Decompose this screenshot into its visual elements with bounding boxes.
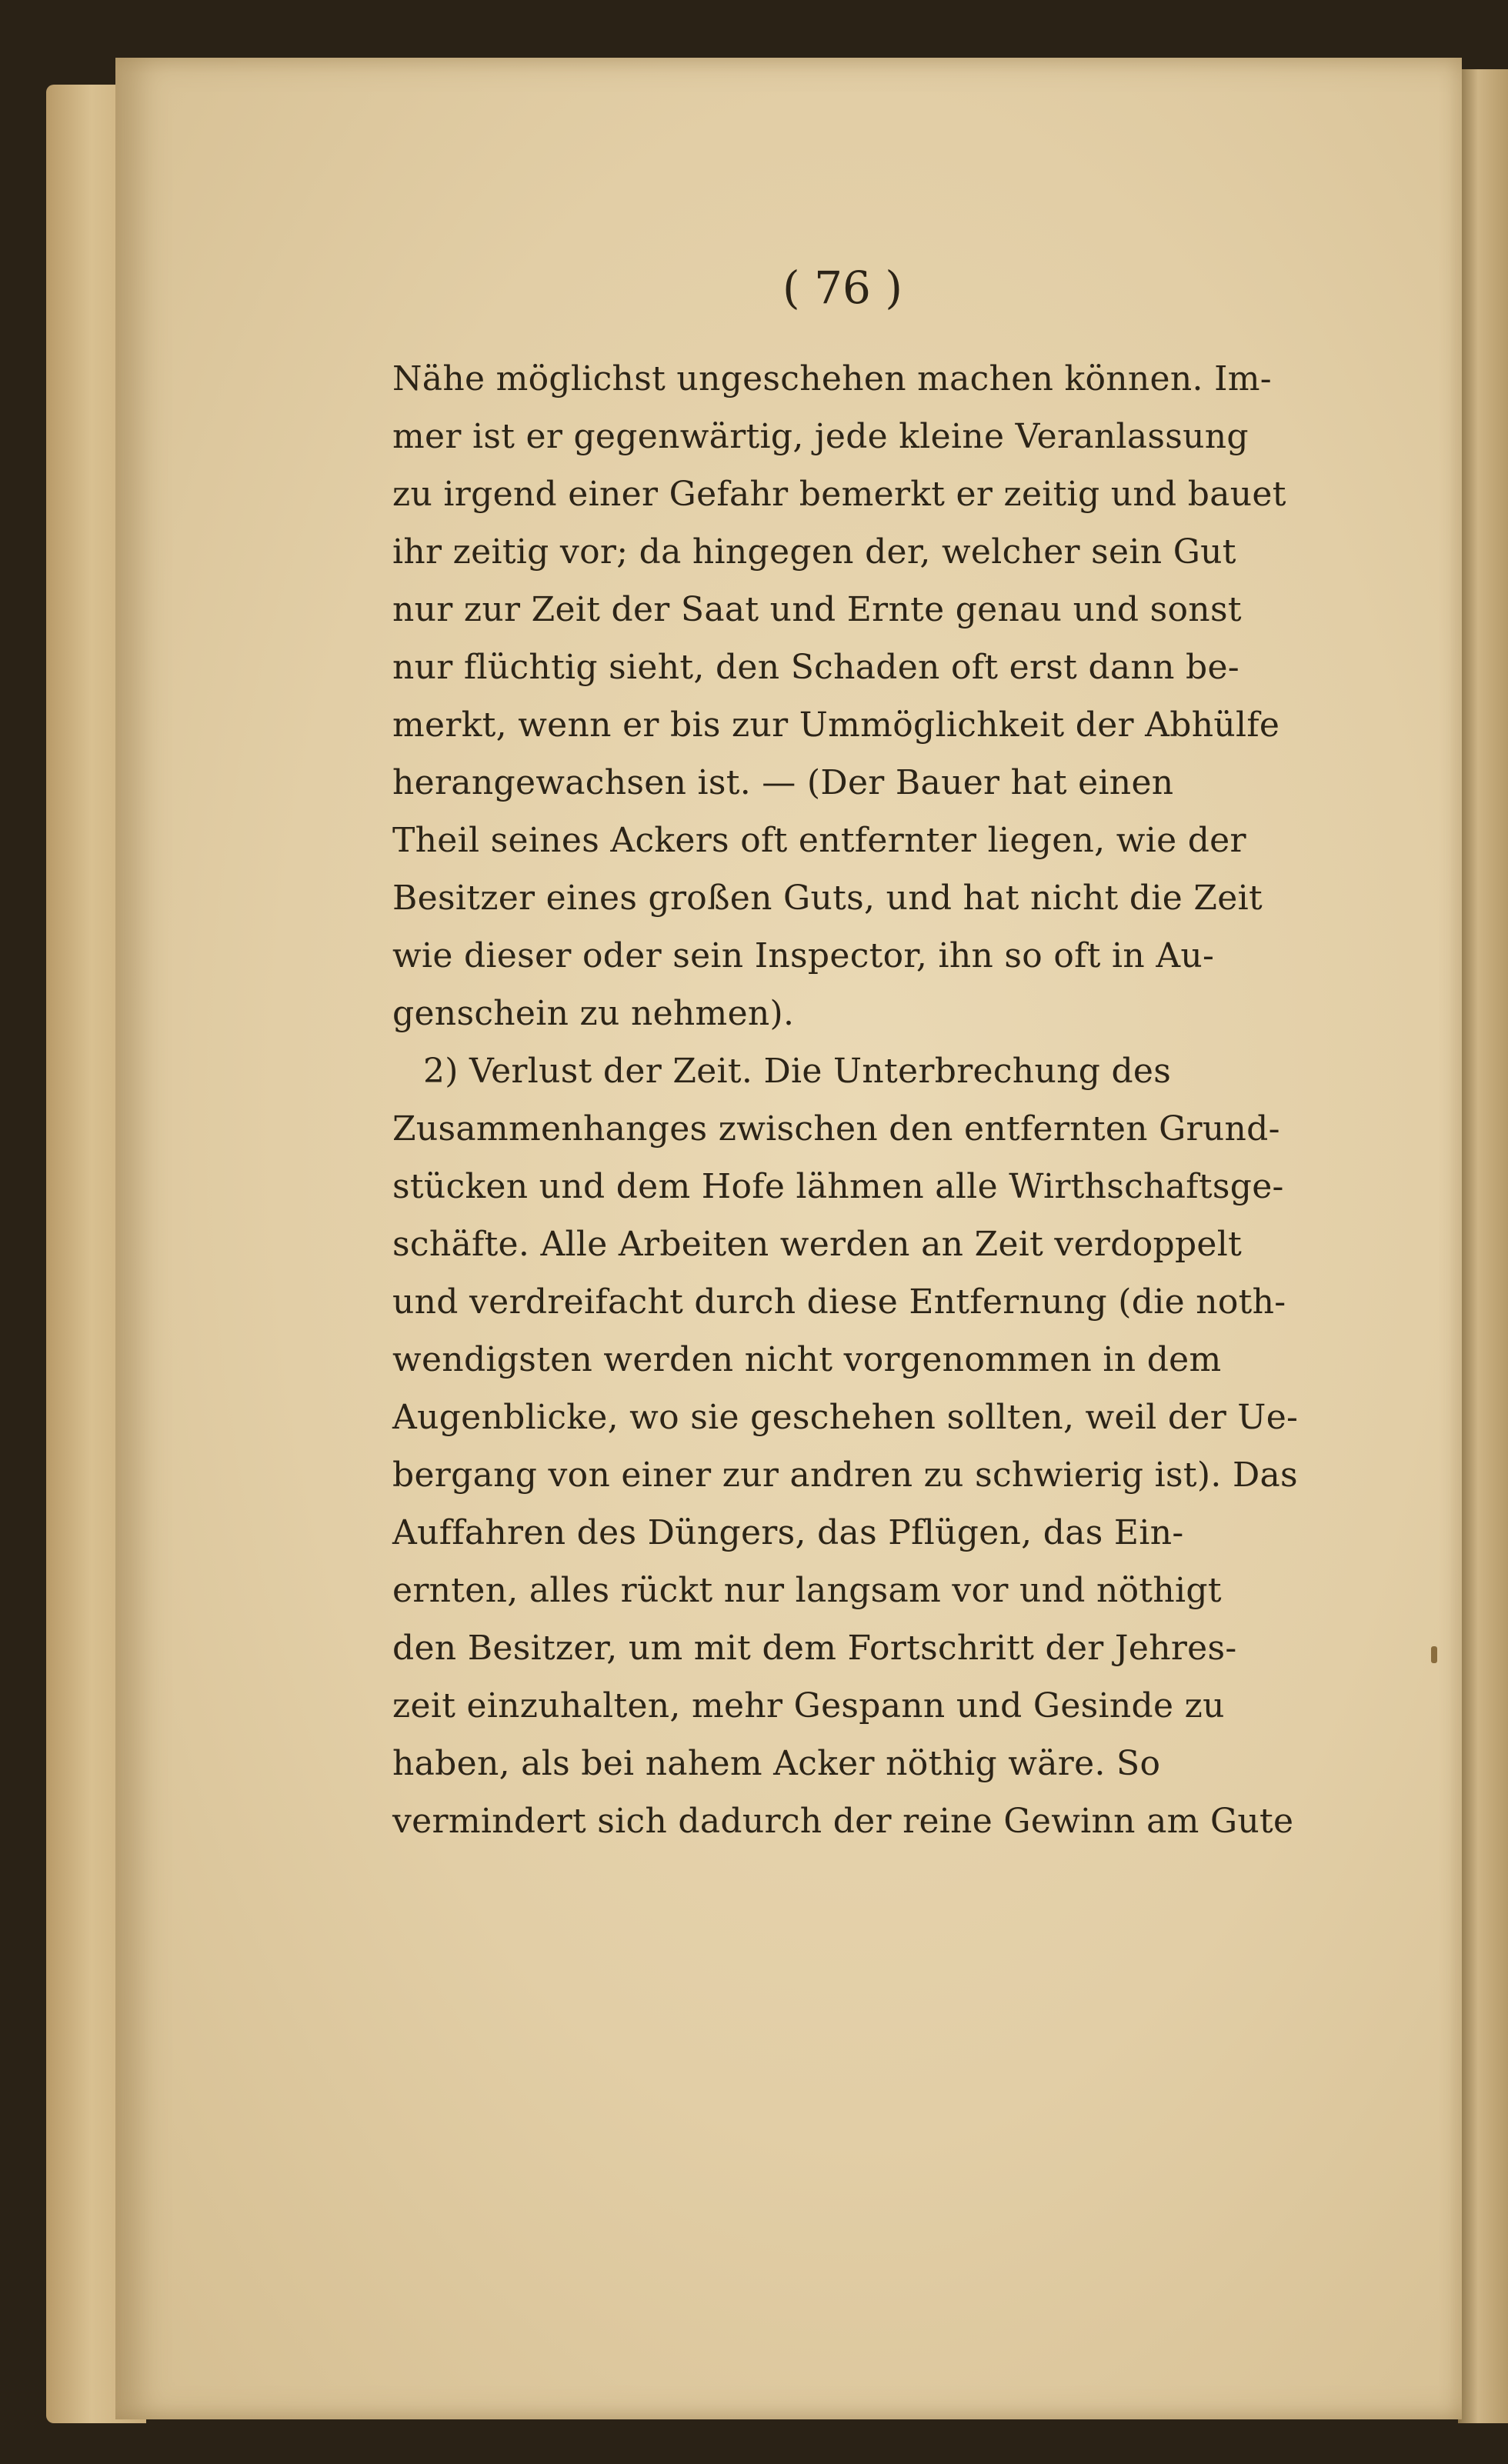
text-line: merkt, wenn er bis zur Ummöglichkeit der Abhülfe (392, 705, 1280, 745)
text-line: herangewachsen ist. — (Der Bauer hat einen (392, 763, 1174, 802)
text-line: ernten, alles rückt nur langsam vor und nöthigt (392, 1571, 1222, 1610)
text-line: Augenblicke, wo sie geschehen sollten, weil der Ue- (392, 1398, 1299, 1437)
text-line: Zusammenhanges zwischen den entfernten Grund- (392, 1109, 1280, 1149)
text-line: mer ist er gegenwärtig, jede kleine Veranlassung (392, 417, 1249, 456)
text-line: nur flüchtig sieht, den Schaden oft erst dann be- (392, 648, 1239, 687)
page-number: ( 76 ) (782, 262, 902, 314)
text-line: haben, als bei nahem Acker nöthig wäre. So (392, 1744, 1161, 1783)
text-line: den Besitzer, um mit dem Fortschritt der Jehres- (392, 1629, 1237, 1668)
text-line: Besitzer eines großen Guts, und hat nicht die Zeit (392, 879, 1263, 918)
text-line: genschein zu nehmen). (392, 994, 795, 1033)
text-line-section-heading: 2) Verlust der Zeit. Die Unterbrechung des (423, 1052, 1172, 1091)
text-line: und verdreifacht durch diese Entfernung (die noth- (392, 1282, 1286, 1322)
text-line: wendigsten werden nicht vorgenommen in dem (392, 1340, 1222, 1379)
text-line: schäfte. Alle Arbeiten werden an Zeit verdoppelt (392, 1225, 1243, 1264)
text-line: zu irgend einer Gefahr bemerkt er zeitig und bauet (392, 475, 1286, 514)
facing-page-edge (1458, 69, 1508, 2423)
text-line: zeit einzuhalten, mehr Gespann und Gesinde zu (392, 1686, 1225, 1725)
text-line: stücken und dem Hofe lähmen alle Wirthschaftsge- (392, 1167, 1284, 1206)
text-line: Nähe möglichst ungeschehen machen können. Im- (392, 359, 1272, 398)
text-line: ihr zeitig vor; da hingegen der, welcher sein Gut (392, 532, 1236, 572)
text-line: vermindert sich dadurch der reine Gewinn am Gute (392, 1802, 1294, 1841)
text-line: nur zur Zeit der Saat und Ernte genau und sonst (392, 590, 1242, 629)
text-line: bergang von einer zur andren zu schwierig ist). Das (392, 1455, 1298, 1495)
text-line: Auffahren des Düngers, das Pflügen, das Ein- (392, 1513, 1184, 1552)
text-line: Theil seines Ackers oft entfernter liegen, wie der (392, 821, 1246, 860)
paper-stain (1431, 1646, 1437, 1663)
text-line: wie dieser oder sein Inspector, ihn so oft in Au- (392, 936, 1215, 975)
